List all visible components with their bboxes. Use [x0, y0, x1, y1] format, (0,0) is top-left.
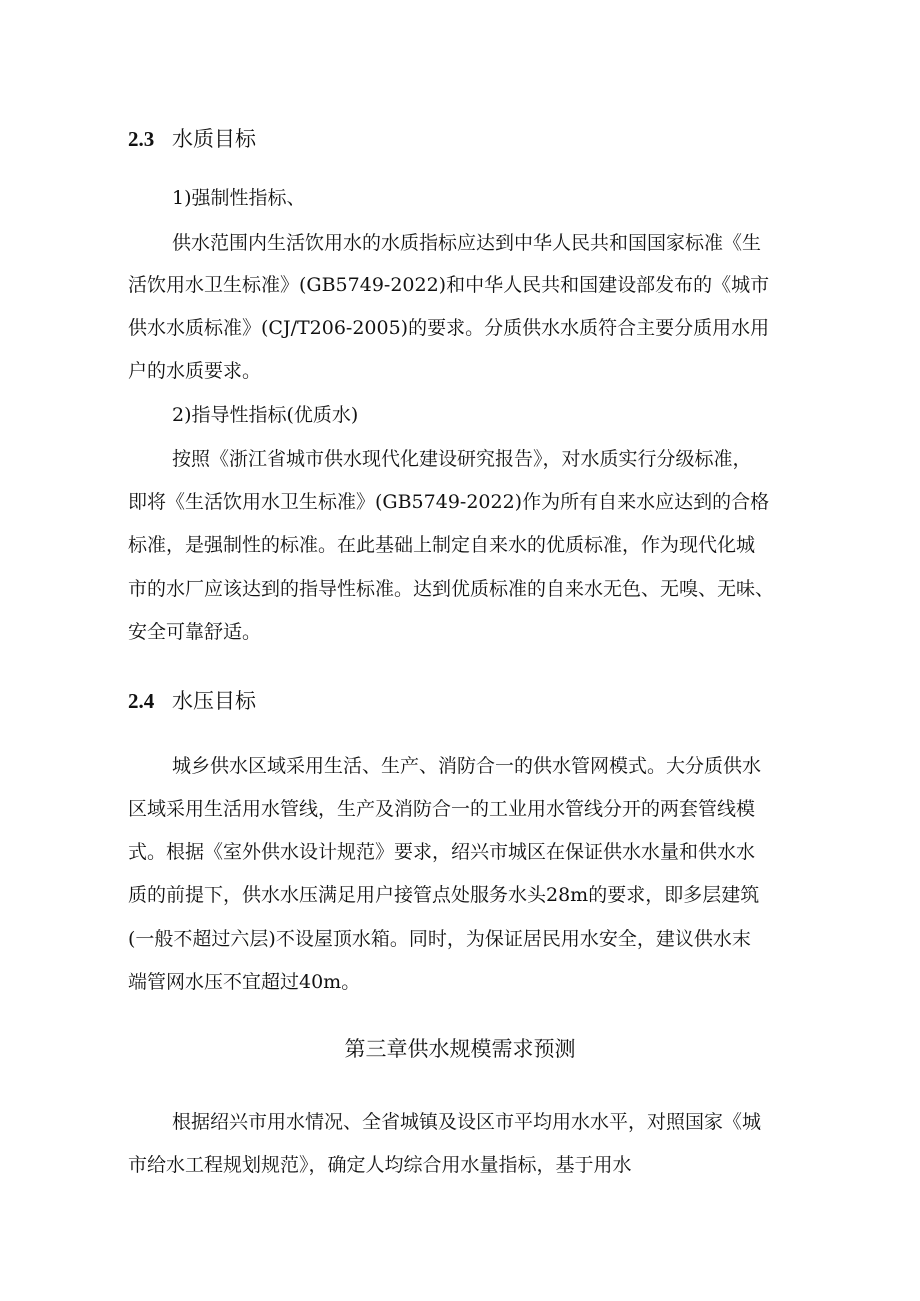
chapter-title: 第三章供水规模需求预测: [344, 1037, 576, 1061]
section-number: 2.3: [128, 127, 155, 151]
paragraph-line: 端管网水压不宜超过40m。: [128, 971, 361, 993]
paragraph-line: 1)强制性指标、: [172, 187, 306, 209]
paragraph-line: 2)指导性指标(优质水): [172, 404, 359, 426]
paragraph-line: (一般不超过六层)不设屋顶水箱。同时，为保证居民用水安全，建议供水末: [128, 928, 751, 950]
paragraph-line: 户的水质要求。: [128, 360, 262, 382]
section-title: 水质目标: [172, 127, 256, 151]
paragraph-line: 安全可靠舒适。: [128, 621, 262, 643]
paragraph-line: 根据绍兴市用水情况、全省城镇及设区市平均用水水平，对照国家《城: [172, 1111, 762, 1133]
paragraph-line: 质的前提下，供水水压满足用户接管点处服务水头28m的要求，即多层建筑: [128, 884, 760, 906]
paragraph-line: 按照《浙江省城市供水现代化建设研究报告》，对水质实行分级标准，: [172, 448, 752, 470]
section-heading-2-3: [128, 124, 256, 154]
paragraph-line: 供水水质标准》(CJ/T206-2005)的要求。分质供水水质符合主要分质用水用: [128, 317, 770, 339]
paragraph-line: 标准，是强制性的标准。在此基础上制定自来水的优质标准，作为现代化城: [128, 534, 756, 556]
paragraph-line: 活饮用水卫生标准》(GB5749-2022)和中华人民共和国建设部发布的《城市: [128, 274, 770, 296]
paragraph-line: 市的水厂应该达到的指导性标准。达到优质标准的自来水无色、无嗅、无味、: [128, 578, 775, 600]
paragraph-line: 城乡供水区域采用生活、生产、消防合一的供水管网模式。大分质供水: [172, 755, 762, 777]
paragraph-line: 式。根据《室外供水设计规范》要求，绍兴市城区在保证供水水量和供水水: [128, 841, 756, 863]
paragraph-line: 区域采用生活用水管线，生产及消防合一的工业用水管线分开的两套管线模: [128, 798, 756, 820]
paragraph-line: 供水范围内生活饮用水的水质指标应达到中华人民共和国国家标准《生: [172, 232, 762, 254]
section-title: 水压目标: [172, 689, 256, 713]
section-heading-2-4: [128, 686, 256, 716]
paragraph-line: 市给水工程规划规范》，确定人均综合用水量指标，基于用水: [128, 1154, 632, 1176]
paragraph-line: 即将《生活饮用水卫生标准》(GB5749-2022)作为所有自来水应达到的合格: [128, 491, 770, 513]
section-number: 2.4: [128, 689, 155, 713]
